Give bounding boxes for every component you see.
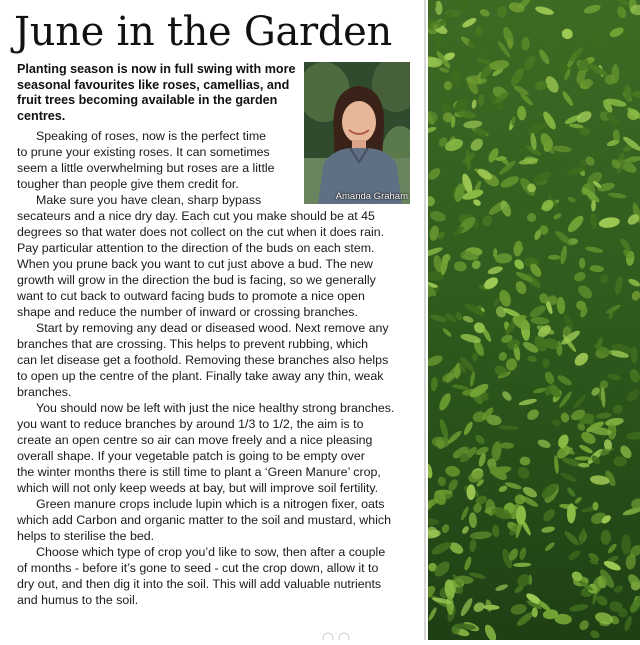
author-photo [304,62,410,204]
body-line: branches. [17,385,72,399]
body-line: which will not only keep weeds at bay, but will improve soil fertility. [17,481,379,495]
hedge-foliage-image [428,0,640,640]
body-line: Green manure crops include lupin which is a nitrogen fixer, oats [36,497,385,511]
body-line: shape and reduce the number of inward or crossing branches. [17,305,358,319]
body-line: overall shape. If your vegetable patch is going to be empty over [17,449,365,463]
body-line: create an open centre so air can move freely and a nice pleasing [17,433,373,447]
body-line: you want to reduce branches by around 1/3 to 1/2, the aim is to [17,417,364,431]
hedge-leaf [631,347,638,364]
body-line: tougher than people give them credit for. [17,177,239,191]
body-line: and humus to the soil. [17,593,139,607]
body-line: which add Carbon and organic matter to the soil and mustard, which [17,513,391,527]
photo-caption: Amanda Graham [335,191,408,202]
body-line: Pay particular attention to the direction of the buds on each stem. [17,241,375,255]
author-portrait-illustration [304,62,410,204]
body-line: secateurs and a nice dry day. Each cut you make should be at 45 [17,209,375,223]
body-line: the winter months there is still time to plant a ‘Green Manure’ crop, [17,465,381,479]
body-line: helps to sterilise the bed. [17,529,155,543]
body-line: Choose which type of crop you’d like to sow, then after a couple [36,545,386,559]
page-title: June in the Garden [14,9,392,55]
body-line: Speaking of roses, now is the perfect time [36,129,267,143]
body-line: dry out, and then dig it into the soil. This will add valuable nutrients [17,577,382,591]
body-line: degrees so that water does not collect on the cut when it does rain. [17,225,385,239]
body-line: Make sure you have clean, sharp bypass [36,193,262,207]
body-line: growth will grow in the direction the bud is facing, so we generally [17,273,376,287]
body-line: of months - before it’s gone to seed - cut the crop down, allow it to [17,561,379,575]
body-line: to prune your existing roses. It can sometimes [17,145,270,159]
body-line: seem a little overwhelming but roses are a little [17,161,275,175]
body-line: branches that are crossing. This helps to prevent rubbing, which [17,337,369,351]
hedge-photo [428,0,640,640]
body-line: to open up the centre of the plant. Finally take away any thin, weak [17,369,384,383]
body-line: can let disease get a foothold. Removing these branches also helps [17,353,389,367]
body-line: Start by removing any dead or diseased wood. Next remove any [36,321,389,335]
body-line: want to cut back to outward facing buds to promote a nice open [17,289,365,303]
article-intro: Planting season is now in full swing with more seasonal favourites like roses, camellias, and fruit trees becoming available in the garden centres. [17,62,296,123]
body-line: You should now be left with just the nice healthy strong branches. [36,401,395,415]
body-line: When you prune back you want to cut just above a bud. The new [17,257,373,271]
page-corner-marks [318,630,358,640]
